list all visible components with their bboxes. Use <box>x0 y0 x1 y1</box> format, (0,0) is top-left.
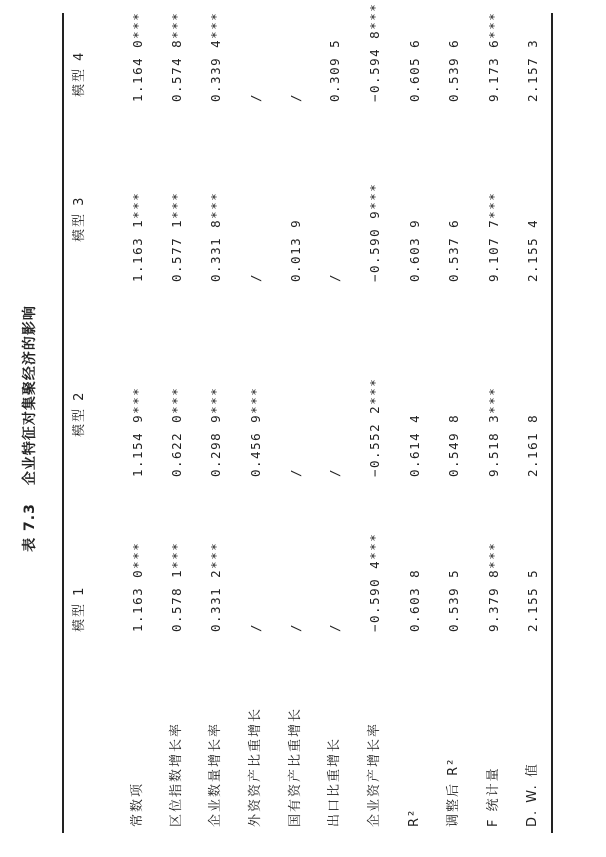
cell-model-3: 9.107 7*** <box>486 191 501 282</box>
cell-model-3: 0.537 6 <box>446 218 461 282</box>
cell-model-4: / <box>288 92 303 102</box>
cell-model-4: 0.309 5 <box>327 38 342 102</box>
row-label: 出口比重增长 <box>327 736 342 827</box>
row-label: 区位指数增长率 <box>169 721 184 827</box>
cell-model-1: 9.379 8*** <box>486 541 501 632</box>
cell-model-2: 0.456 9*** <box>248 386 263 477</box>
cell-model-1: / <box>248 622 263 632</box>
cell-model-2: / <box>288 467 303 477</box>
column-header-model-4: 模型 4 <box>72 50 87 97</box>
column-header-model-3: 模型 3 <box>72 195 87 242</box>
cell-model-3: 0.331 8*** <box>208 191 223 282</box>
bottom-rule <box>551 13 553 833</box>
cell-model-4: 0.339 4*** <box>208 11 223 102</box>
cell-model-1: 0.331 2*** <box>208 541 223 632</box>
cell-model-2: −0.552 2*** <box>367 377 382 477</box>
cell-model-4: 2.157 3 <box>525 38 540 102</box>
cell-model-3: 1.163 1*** <box>130 191 145 282</box>
cell-model-1: 2.155 5 <box>525 568 540 632</box>
cell-model-1: 0.539 5 <box>446 568 461 632</box>
column-header-model-1: 模型 1 <box>72 585 87 632</box>
cell-model-1: / <box>327 622 342 632</box>
row-label: 常数项 <box>130 781 145 827</box>
cell-model-2: 0.622 0*** <box>169 386 184 477</box>
cell-model-3: / <box>248 272 263 282</box>
row-label: 外资资产比重增长 <box>248 706 263 827</box>
cell-model-2: 0.614 4 <box>407 413 422 477</box>
cell-model-3: 2.155 4 <box>525 218 540 282</box>
table-title: 企业特征对集聚经济的影响 <box>22 305 38 486</box>
top-rule <box>62 13 64 833</box>
row-label: F 统计量 <box>486 766 501 827</box>
cell-model-3: −0.590 9*** <box>367 182 382 282</box>
cell-model-1: 0.603 8 <box>407 568 422 632</box>
row-label: 企业资产增长率 <box>367 721 382 827</box>
cell-model-2: 9.518 3*** <box>486 386 501 477</box>
row-label: 国有资产比重增长 <box>288 706 303 827</box>
cell-model-2: / <box>327 467 342 477</box>
cell-model-2: 0.549 8 <box>446 413 461 477</box>
row-label: R² <box>407 808 422 827</box>
cell-model-4: / <box>248 92 263 102</box>
cell-model-3: 0.603 9 <box>407 218 422 282</box>
cell-model-1: −0.590 4*** <box>367 532 382 632</box>
cell-model-1: 0.578 1*** <box>169 541 184 632</box>
cell-model-4: −0.594 8*** <box>367 2 382 102</box>
cell-model-2: 0.298 9*** <box>208 386 223 477</box>
cell-model-4: 0.605 6 <box>407 38 422 102</box>
cell-model-3: / <box>327 272 342 282</box>
cell-model-1: / <box>288 622 303 632</box>
table-caption <box>19 0 43 857</box>
row-label: D. W. 值 <box>525 762 540 827</box>
cell-model-3: 0.013 9 <box>288 218 303 282</box>
row-label: 调整后 R² <box>446 757 461 827</box>
cell-model-4: 0.539 6 <box>446 38 461 102</box>
row-label: 企业数量增长率 <box>208 721 223 827</box>
cell-model-2: 2.161 8 <box>525 413 540 477</box>
column-header-model-2: 模型 2 <box>72 390 87 437</box>
cell-model-2: 1.154 9*** <box>130 386 145 477</box>
cell-model-1: 1.163 0*** <box>130 541 145 632</box>
cell-model-4: 9.173 6*** <box>486 11 501 102</box>
cell-model-4: 0.574 8*** <box>169 11 184 102</box>
cell-model-4: 1.164 0*** <box>130 11 145 102</box>
table-number: 表 7.3 <box>22 503 38 552</box>
cell-model-3: 0.577 1*** <box>169 191 184 282</box>
